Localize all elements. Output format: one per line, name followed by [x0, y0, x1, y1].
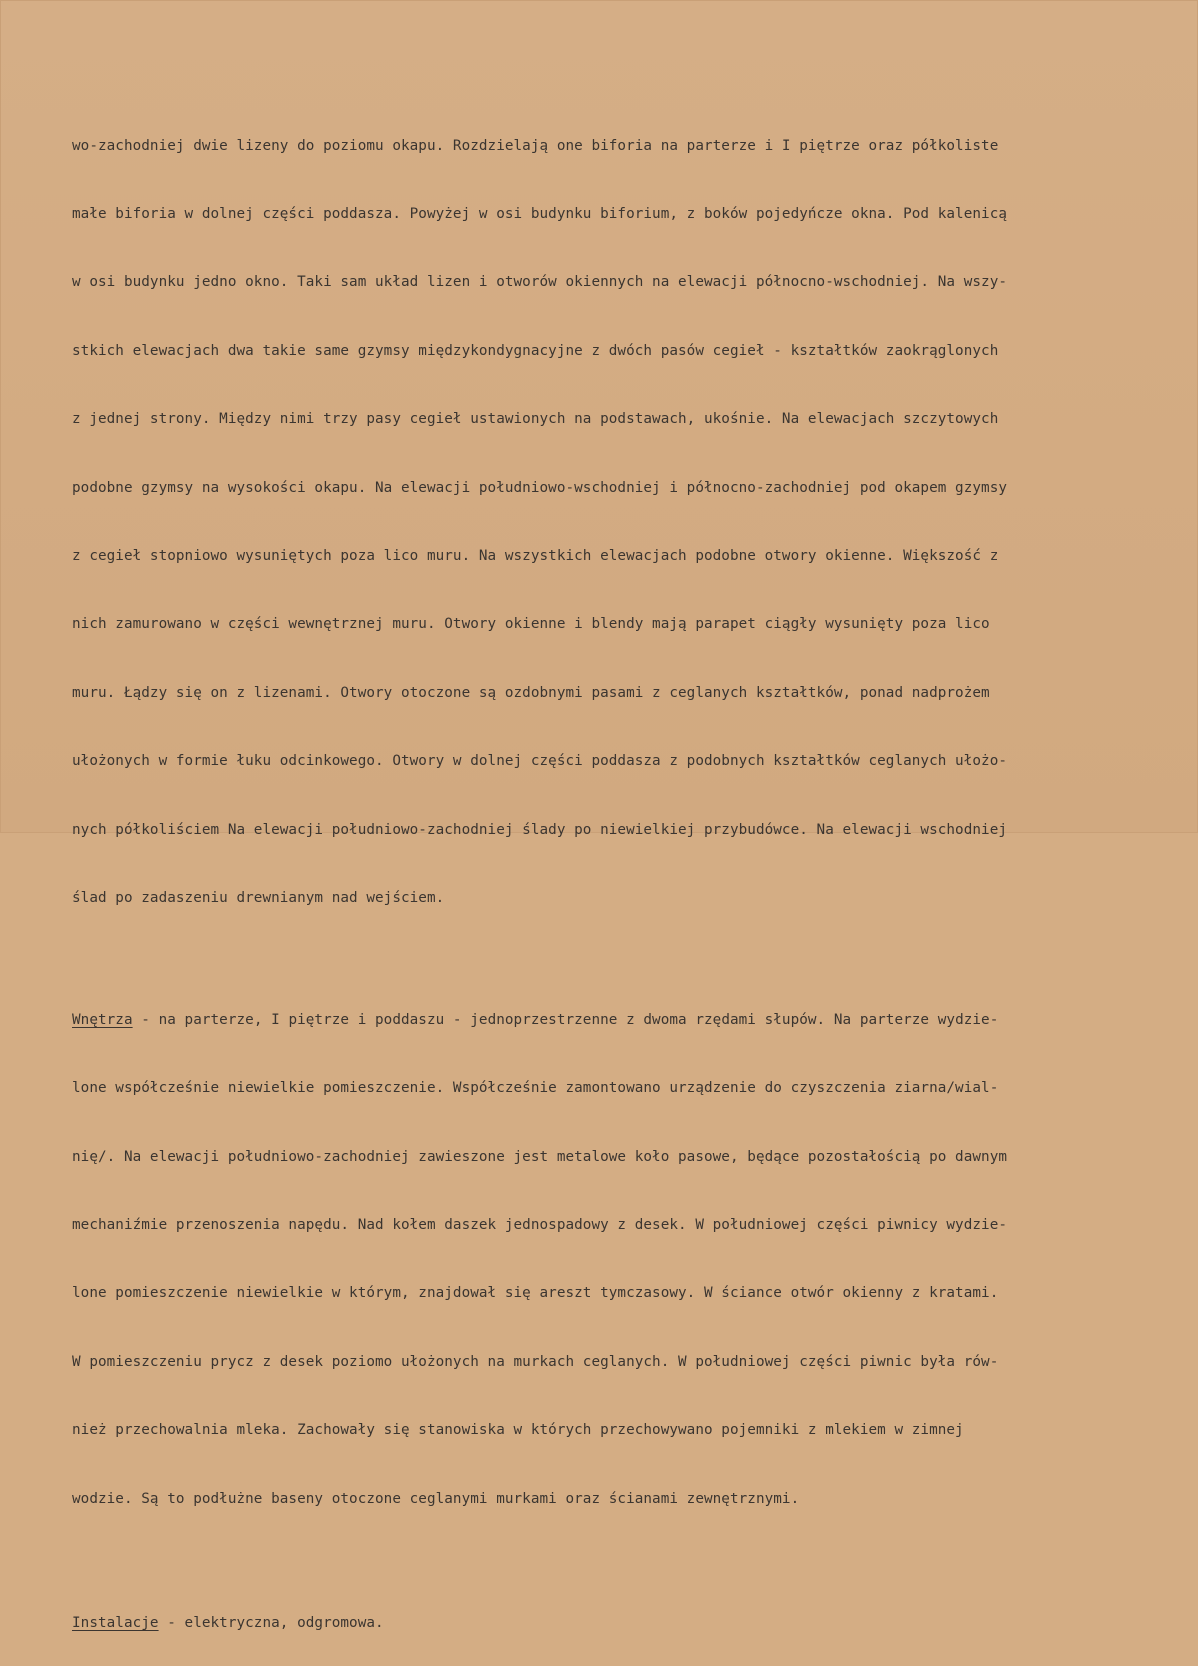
text-line: w osi budynku jedno okno. Taki sam układ lizen i otworów okiennych na elewacji północno-wschodniej. Na wszy- — [72, 274, 1008, 291]
text-line: z cegieł stopniowo wysuniętych poza lico muru. Na wszystkich elewacjach podobne otwory okienne. Większość z — [72, 547, 999, 564]
text-line — [72, 1612, 1194, 1635]
paragraph-spacer — [72, 1556, 1194, 1566]
text-line — [72, 1009, 1194, 1032]
paragraph-installations — [72, 1566, 1194, 1666]
text-line: ślad po zadaszeniu drewnianym nad wejściem. — [72, 889, 445, 906]
text-line: lone pomieszczenie niewielkie w którym, znajdował się areszt tymczasowy. W ściance otwór okienny z kratami. — [72, 1285, 999, 1302]
text-line: mechaniźmie przenoszenia napędu. Nad kołem daszek jednospadowy z desek. W południowej części piwnicy wydzie- — [72, 1217, 1008, 1234]
text-line: z jednej strony. Między nimi trzy pasy cegieł ustawionych na podstawach, ukośnie. Na elewacjach szczytowych — [72, 411, 999, 428]
text-line: nież przechowalnia mleka. Zachowały się stanowiska w których przechowywano pojemniki z mlekiem w zimnej — [72, 1422, 964, 1439]
text-line: ułożonych w formie łuku odcinkowego. Otwory w dolnej części poddasza z podobnych kształtków ceglanych ułożo- — [72, 753, 1008, 770]
text-fragment: - na parterze, I piętrze i poddaszu - jednoprzestrzenne z dwoma rzędami słupów. Na parterze wydzie- — [132, 1011, 999, 1028]
text-line: stkich elewacjach dwa takie same gzymsy międzykondygnacyjne z dwóch pasów cegieł - kształtków zaokrąglonych — [72, 342, 999, 359]
paragraph-interiors — [72, 963, 1194, 1556]
text-line: W pomieszczeniu prycz z desek poziomo ułożonych na murkach ceglanych. W południowej części piwnic była rów- — [72, 1353, 999, 1370]
document-body — [72, 89, 1194, 1666]
section-heading-interiors: Wnętrza — [72, 1011, 133, 1028]
section-heading-installations: Instalacje — [72, 1614, 159, 1631]
text-line: nych półkoliściem Na elewacji południowo-zachodniej ślady po niewielkiej przybudówce. Na elewacji wschodniej — [72, 821, 1008, 838]
text-line: lone współcześnie niewielkie pomieszczenie. Współcześnie zamontowano urządzenie do czyszczenia ziarna/wial- — [72, 1080, 999, 1097]
paragraph-spacer — [72, 955, 1194, 963]
text-line: muru. Łądzy się on z lizenami. Otwory otoczone są ozdobnymi pasami z ceglanych kształtków, ponad nadprożem — [72, 684, 990, 701]
text-line: małe biforia w dolnej części poddasza. Powyżej w osi budynku biforium, z boków pojedyńcze okna. Pod kalenicą — [72, 205, 1008, 222]
text-line: nię/. Na elewacji południowo-zachodniej zawieszone jest metalowe koło pasowe, będące pozostałością po dawnym — [72, 1148, 1008, 1165]
text-line: wodzie. Są to podłużne baseny otoczone ceglanymi murkami oraz ścianami zewnętrznymi. — [72, 1490, 800, 1507]
text-line: podobne gzymsy na wysokości okapu. Na elewacji południowo-wschodniej i północno-zachodniej pod okapem gzymsy — [72, 479, 1008, 496]
text-line: nich zamurowano w części wewnętrznej muru. Otwory okienne i blendy mają parapet ciągły wysunięty poza lico — [72, 616, 990, 633]
text-fragment: - elektryczna, odgromowa. — [158, 1614, 384, 1631]
paragraph-description — [72, 89, 1194, 955]
text-line: wo-zachodniej dwie lizeny do poziomu okapu. Rozdzielają one biforia na parterze i I piętrze oraz półkoliste — [72, 137, 999, 154]
